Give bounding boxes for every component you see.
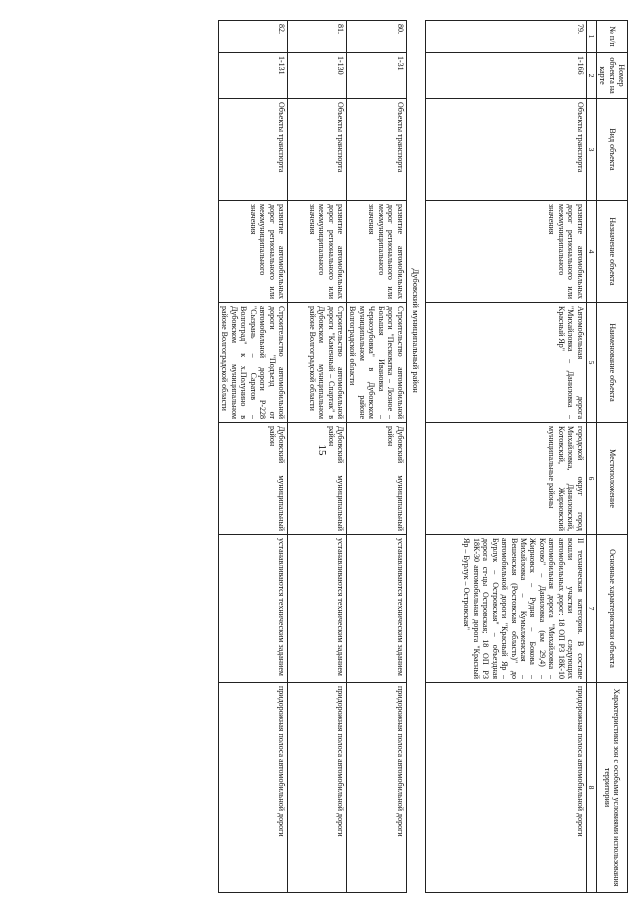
section-title: Дубовский муниципальный район (406, 21, 425, 893)
document-table-sheet (68, 20, 628, 892)
object-type: Объекты транспорта (425, 99, 586, 201)
object-type: Объекты транспорта (288, 99, 347, 201)
table-row (218, 21, 287, 893)
object-name: Строительство автомобильной дороги "Подъезд от автомобильной дороги Р-228 "Сызрань – Саратов – Волгоград" к х.Полунино в Дубовском муниципальном районе Волгоградской области (218, 303, 287, 423)
object-location: Дубовский муниципальный район (288, 423, 347, 535)
header-cell: Назначение объекта (596, 201, 627, 303)
column-number: 8 (586, 683, 596, 893)
object-location: Дубовский муниципальный район (347, 423, 407, 535)
object-purpose: развитие автомобильных дорог регионального или межмуниципального значения (288, 201, 347, 303)
header-row (596, 21, 627, 893)
object-type: Объекты транспорта (347, 99, 407, 201)
object-type: Объекты транспорта (218, 99, 287, 201)
row-number: 80. (347, 21, 407, 53)
column-number: 4 (586, 201, 596, 303)
row-number: 79. (425, 21, 586, 53)
column-number: 2 (586, 53, 596, 99)
object-characteristics: устанавливаются техническим заданием (347, 535, 407, 683)
table-row (288, 21, 347, 893)
map-number: 1-166 (425, 53, 586, 99)
object-characteristics: II техническая категория. В составе вошли участки следующих автомобильных дорог: 18 ОП РЗ 18К-10 автомобильная дорога "Михайловка – Котово" – Даниловка (км 29,4) – Жирновск – Рудня – Бокова – Михайловка – Кумылженская – Вешенская (Ростовская область)" до автомобильной дороги "Красный Яр – Бурлук – Островская" – объездная дорога ст-цы Островская; 18 ОП РЗ 18К-30 автомобильная дорога "Красный Яр – Бурлук – Островская" (425, 535, 586, 683)
header-cell: Основные характеристики объекта (596, 535, 627, 683)
section-row (406, 21, 425, 893)
page-number: 15 (316, 444, 328, 456)
header-cell: Характеристики зон с особыми условиями использования территории (596, 683, 627, 893)
row-number: 82. (218, 21, 287, 53)
object-purpose: развитие автомобильных дорог регионального или межмуниципального значения (218, 201, 287, 303)
column-number: 5 (586, 303, 596, 423)
object-name: Строительство автомобильной дороги "Песковатка – Лозное – Большая Ивановка – Черноэубовка" в Дубовском муниципальном районе Волгоградской области (347, 303, 407, 423)
header-cell: Номер объекта на карте (596, 53, 627, 99)
column-number: 6 (586, 423, 596, 535)
map-number: 1-130 (288, 53, 347, 99)
column-number-row (586, 21, 596, 893)
objects-table (218, 20, 628, 893)
object-characteristics: устанавливаются техническим заданием (288, 535, 347, 683)
zone-characteristics: придорожная полоса автомобильной дороги (218, 683, 287, 893)
object-name: Автомобильная дорога "Михайловка – Даниловка – Красный Яр" (425, 303, 586, 423)
object-name: Строительство автомобильной дороги "Каменный – Спартак" в Дубовском муниципальном районе Волгоградской области (288, 303, 347, 423)
table-row (347, 21, 407, 893)
object-purpose: развитие автомобильных дорог регионального или межмуниципального значения (425, 201, 586, 303)
zone-characteristics: придорожная полоса автомобильной дороги (347, 683, 407, 893)
zone-characteristics: придорожная полоса автомобильной дороги (288, 683, 347, 893)
header-cell: Местоположение (596, 423, 627, 535)
object-location: городской округ город Михайловка, Даниловский, Котовский, Жирновский муниципальные районы (425, 423, 586, 535)
object-location: Дубовский муниципальный район (218, 423, 287, 535)
table-row (425, 21, 586, 893)
header-cell: № п/п (596, 21, 627, 53)
column-number: 3 (586, 99, 596, 201)
column-number: 7 (586, 535, 596, 683)
column-number: 1 (586, 21, 596, 53)
zone-characteristics: придорожная полоса автомобильной дороги (425, 683, 586, 893)
map-number: 1-31 (347, 53, 407, 99)
header-cell: Наименование объекта (596, 303, 627, 423)
row-number: 81. (288, 21, 347, 53)
header-cell: Вид объекта (596, 99, 627, 201)
object-characteristics: устанавливаются техническим заданием (218, 535, 287, 683)
map-number: 1-131 (218, 53, 287, 99)
object-purpose: развитие автомобильных дорог регионального или межмуниципального значения (347, 201, 407, 303)
